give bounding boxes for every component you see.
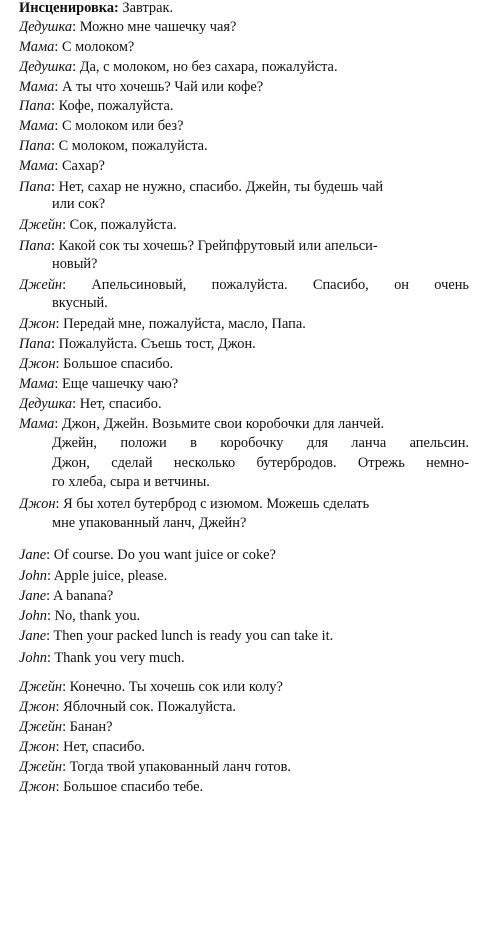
line-text: : Then your packed lunch is ready you can take it. <box>46 628 334 644</box>
line-text: : Сахар? <box>54 158 105 174</box>
title-label: Инсценировка: <box>19 0 119 16</box>
dialogue-line <box>19 275 469 295</box>
dialogue-line <box>19 354 469 374</box>
speaker-name: Jane <box>19 547 47 563</box>
dialogue-line <box>19 116 469 136</box>
dialogue-line <box>19 566 469 586</box>
line-text: : С молоком или без? <box>54 118 184 134</box>
dialogue-line <box>19 96 469 116</box>
dialogue-line <box>19 717 469 737</box>
speaker-name: Мама <box>19 376 55 392</box>
dialogue-continuation: Джон, сделай несколько бутербродов. Отрежь немно- <box>52 455 469 471</box>
dialogue-line <box>19 757 469 777</box>
speaker-name: Джон <box>19 779 56 795</box>
dialogue-line <box>19 777 469 797</box>
line-text: : Я бы хотел бутерброд с изюмом. Можешь сделать <box>55 496 370 512</box>
dialogue-line <box>19 545 469 565</box>
line-text: : Кофе, пожалуйста. <box>50 98 174 114</box>
speaker-name: Мама <box>19 39 55 55</box>
line-text: : Да, с молоком, но без сахара, пожалуйста. <box>72 59 338 75</box>
dialogue-line <box>19 57 469 77</box>
speaker-name: Джейн <box>19 277 63 293</box>
line-text: : Apple juice, please. <box>46 568 168 584</box>
line-text: : Конечно. Ты хочешь сок или колу? <box>62 679 283 695</box>
speaker-name: John <box>19 650 47 666</box>
dialogue-line <box>19 494 469 514</box>
speaker-name: Папа <box>19 336 51 352</box>
line-text: : Of course. Do you want juice or coke? <box>46 547 276 563</box>
line-text: : С молоком, пожалуйста. <box>50 138 208 154</box>
speaker-name: Дедушка <box>19 19 73 35</box>
line-text: : Thank you very much. <box>46 650 185 666</box>
speaker-name: Джон <box>19 316 56 332</box>
line-text: : Большое спасибо. <box>55 356 174 372</box>
speaker-name: Джейн <box>19 759 63 775</box>
speaker-name: Джон <box>19 356 56 372</box>
dialogue-line <box>19 737 469 757</box>
line-text: : Банан? <box>62 719 113 735</box>
speaker-name: Джон <box>19 699 56 715</box>
speaker-name: Папа <box>19 179 51 195</box>
dialogue-continuation: новый? <box>52 256 98 272</box>
dialogue-continuation: Джейн, положи в коробочку для ланча апельсин. <box>52 435 469 451</box>
dialogue-line <box>19 136 469 156</box>
dialogue-line <box>19 606 469 626</box>
speaker-name: Джейн <box>19 217 63 233</box>
line-text: : Нет, сахар не нужно, спасибо. Джейн, ты будешь чай <box>50 179 384 195</box>
speaker-name: Мама <box>19 158 55 174</box>
line-text: : С молоком? <box>54 39 135 55</box>
dialogue-line <box>19 414 469 434</box>
line-text: : Джон, Джейн. Возьмите свои коробочки для ланчей. <box>54 416 385 432</box>
dialogue-line <box>19 374 469 394</box>
title-line <box>19 0 469 18</box>
dialogue-line <box>19 314 469 334</box>
line-text: : Тогда твой упакованный ланч готов. <box>62 759 291 775</box>
speaker-name: Папа <box>19 98 51 114</box>
speaker-name: Джейн <box>19 679 63 695</box>
line-text: : No, thank you. <box>46 608 141 624</box>
dialogue-line <box>19 77 469 97</box>
dialogue-line <box>19 586 469 606</box>
title-text: Завтрак. <box>118 0 174 16</box>
dialogue-continuation: го хлеба, сыра и ветчины. <box>52 474 210 490</box>
speaker-name: Папа <box>19 238 51 254</box>
dialogue-line <box>19 37 469 57</box>
speaker-name: John <box>19 568 47 584</box>
speaker-name: Джон <box>19 739 56 755</box>
line-text: : А ты что хочешь? Чай или кофе? <box>54 79 264 95</box>
dialogue-continuation: вкусный. <box>52 295 108 311</box>
line-text: : Сок, пожалуйста. <box>62 217 177 233</box>
dialogue-line <box>19 236 469 256</box>
line-text: : Передай мне, пожалуйста, масло, Папа. <box>55 316 306 332</box>
line-text: : Нет, спасибо. <box>55 739 145 755</box>
dialogue-line <box>19 215 469 235</box>
dialogue-line <box>19 334 469 354</box>
speaker-name: Дедушка <box>19 396 73 412</box>
dialogue-line <box>19 394 469 414</box>
dialogue-line <box>19 648 469 668</box>
line-text: : Можно мне чашечку чая? <box>72 19 237 35</box>
dialogue-line <box>19 17 469 37</box>
line-text: : A banana? <box>46 588 114 604</box>
speaker-name: Папа <box>19 138 51 154</box>
line-text: : Яблочный сок. Пожалуйста. <box>55 699 236 715</box>
speaker-name: Jane <box>19 588 47 604</box>
dialogue-line <box>19 626 469 646</box>
speaker-name: Джейн <box>19 719 63 735</box>
line-text: : Пожалуйста. Съешь тост, Джон. <box>50 336 256 352</box>
dialogue-line <box>19 697 469 717</box>
line-text: : Большое спасибо тебе. <box>55 779 204 795</box>
dialogue-line <box>19 156 469 176</box>
speaker-name: Дедушка <box>19 59 73 75</box>
dialogue-continuation: мне упакованный ланч, Джейн? <box>52 515 247 531</box>
dialogue-line <box>19 677 469 697</box>
line-text: : Еще чашечку чаю? <box>54 376 179 392</box>
line-text: : Нет, спасибо. <box>72 396 162 412</box>
speaker-name: Мама <box>19 416 55 432</box>
line-text: : Апельсиновый, пожалуйста. Спасибо, он очень <box>62 277 469 293</box>
speaker-name: Мама <box>19 118 55 134</box>
speaker-name: John <box>19 608 47 624</box>
speaker-name: Мама <box>19 79 55 95</box>
line-text: : Какой сок ты хочешь? Грейпфрутовый или апельси- <box>50 238 378 254</box>
speaker-name: Джон <box>19 496 56 512</box>
dialogue-continuation: или сок? <box>52 196 106 212</box>
speaker-name: Jane <box>19 628 47 644</box>
